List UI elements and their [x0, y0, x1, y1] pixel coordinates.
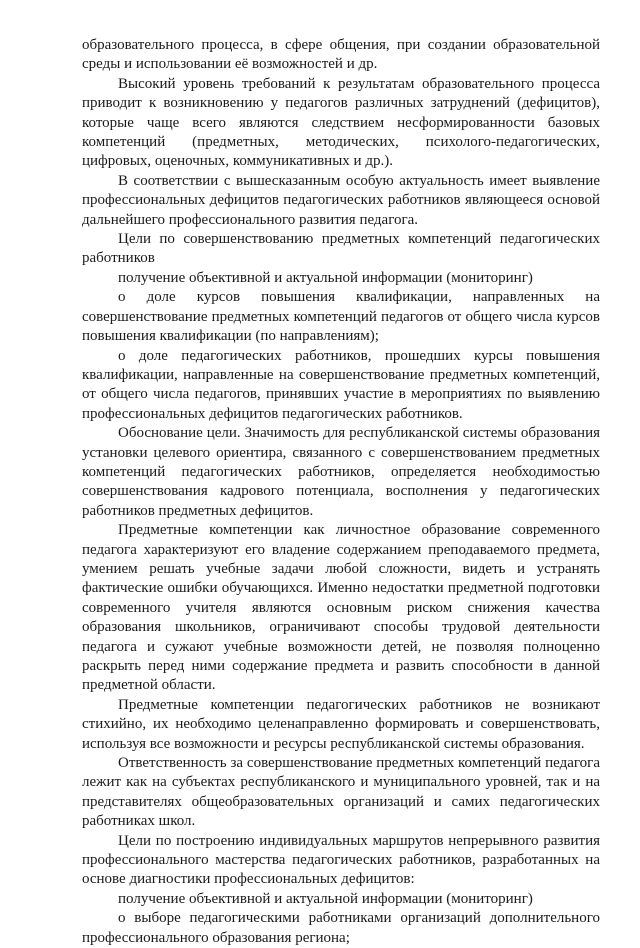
document-page — [82, 36, 600, 948]
paragraph-8: Обоснование цели. Значимость для республиканской системы образования установки целевого ориентира, связанного с совершенствованием предметных компетенций педагогических работников, определяется необходимостью совершенствования кадрового потенциала, восполнения у педагогических работников предметных дефицитов. — [82, 425, 600, 519]
paragraph-2: Высокий уровень требований к результатам образовательного процесса приводит к возникновению у педагогов различных затруднений (дефицитов), которые чаще всего являются следствием несформированности базовых компетенций (предметных, методических, психолого-педагогических, цифровых, оценочных, коммуникативных и др.). — [82, 75, 600, 170]
paragraph-13: получение объективной и актуальной информации (мониторинг) — [118, 890, 533, 907]
paragraph-7: о доле педагогических работников, прошедших курсы повышения квалификации, направленные на совершенствование предметных компетенций, от общего числа педагогов, принявших участие в мероприятиях по выявлению профессиональных дефицитов педагогических работников. — [82, 347, 600, 422]
paragraph-11: Ответственность за совершенствование предметных компетенций педагога лежит как на субъектах республиканского и муниципального уровней, так и на представителях общеобразовательных организаций и самих педагогических работниках школ. — [82, 755, 600, 830]
paragraph-3: В соответствии с вышесказанным особую актуальность имеет выявление профессиональных дефицитов педагогических работников являющееся основой дальнейшего профессионального развития педагога. — [82, 172, 600, 228]
paragraph-1: образовательного процесса, в сфере общения, при создании образовательной среды и использовании её возможностей и др. — [82, 37, 600, 73]
paragraph-14: о выборе педагогическими работниками организаций дополнительного профессионального образования региона; — [82, 910, 600, 946]
paragraph-10: Предметные компетенции педагогических работников не возникают стихийно, их необходимо целенаправленно формировать и совершенствовать, используя все возможности и ресурсы республиканской системы образования. — [82, 696, 600, 752]
paragraph-5: получение объективной и актуальной информации (мониторинг) — [118, 269, 533, 286]
paragraph-9: Предметные компетенции как личностное образование современного педагога характеризуют его владение содержанием преподаваемого предмета, умением решать учебные задачи любой сложности, видеть и устранять фактические ошибки обучающихся. Именно недостатки предметной подготовки современного учителя являются основным риском снижения качества образования школьников, ограничивают способы трудовой деятельности педагога и сужают учебные возможности детей, не позволяя полноценно раскрыть перед ними содержание предмета и развить способности в данной предметной области. — [82, 522, 600, 694]
paragraph-4: Цели по совершенствованию предметных компетенций педагогических работников — [82, 231, 600, 267]
paragraph-6: о доле курсов повышения квалификации, направленных на совершенствование предметных компетенций педагогов от общего числа курсов повышения квалификации (по направлениям); — [82, 289, 600, 345]
paragraph-12: Цели по построению индивидуальных маршрутов непрерывного развития профессионального мастерства педагогических работников, разработанных на основе диагностики профессиональных дефицитов: — [82, 832, 600, 888]
